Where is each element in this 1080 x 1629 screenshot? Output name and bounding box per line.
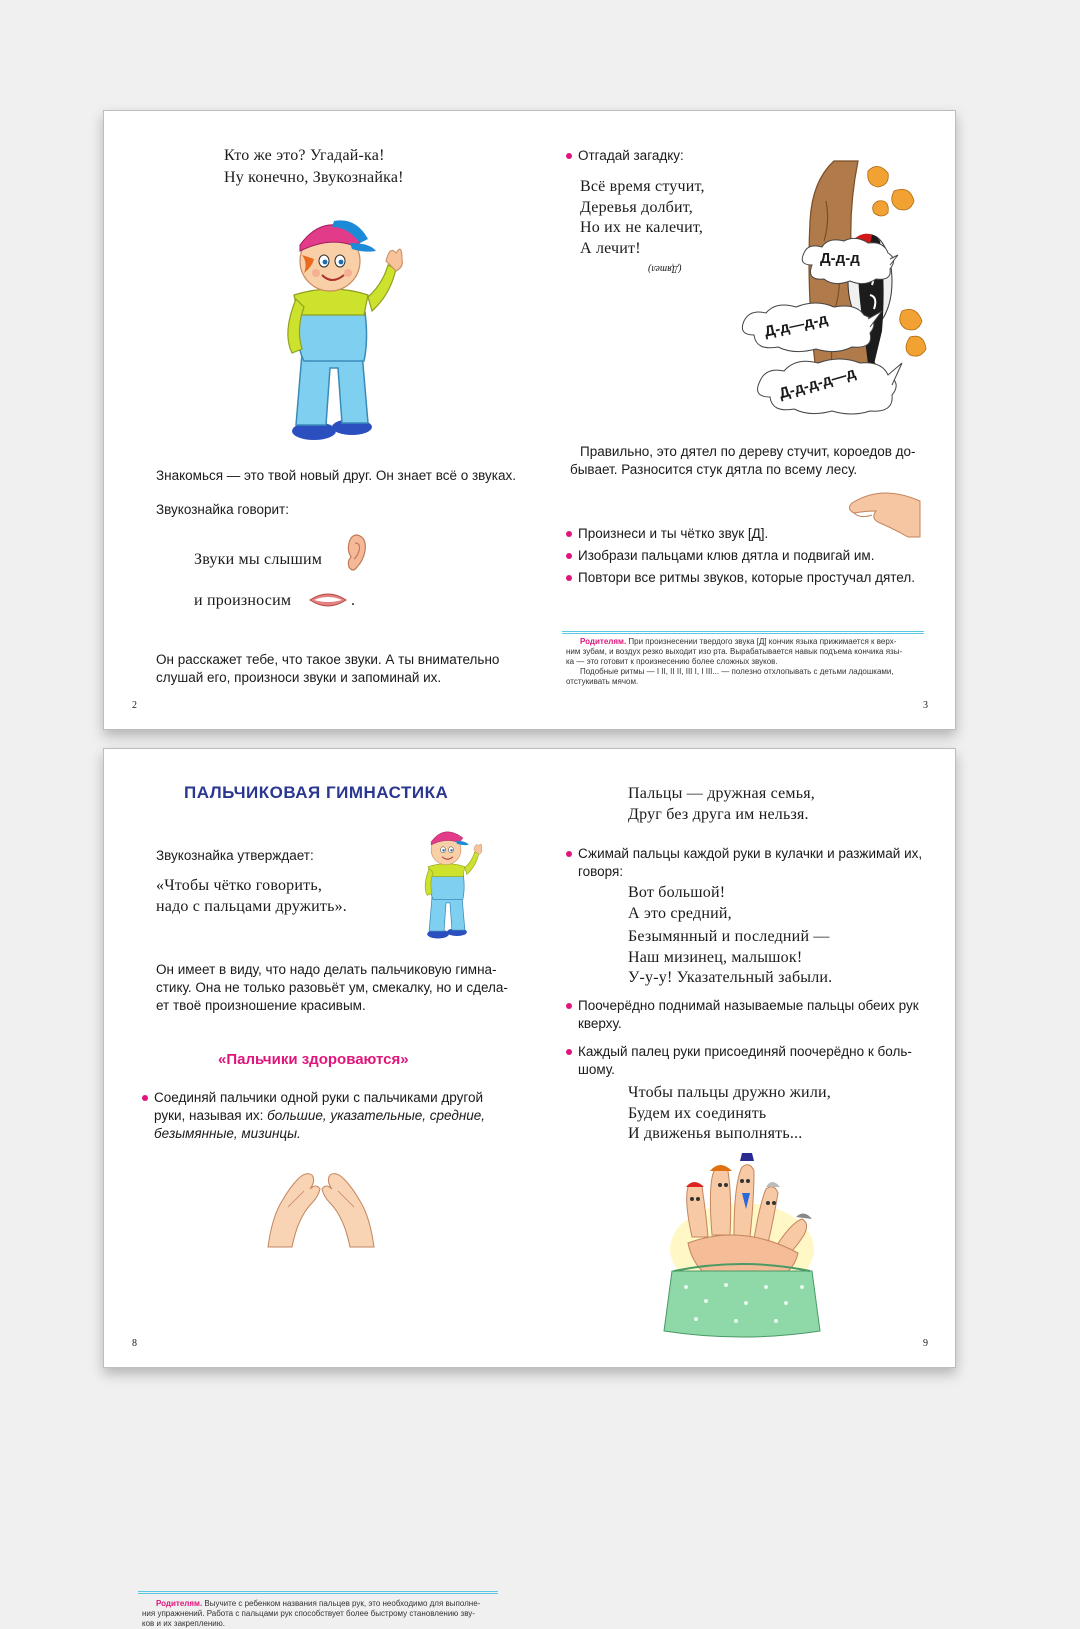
page-number: 3 bbox=[923, 700, 928, 711]
riddle-line: Но их не калечит, bbox=[580, 219, 704, 236]
bubble-text: Д-д-д bbox=[820, 250, 860, 267]
spread-pages-2-3 bbox=[103, 110, 956, 730]
note-line: Выучите с ребенком названия пальцев рук, это необходимо для выполне- bbox=[204, 1599, 481, 1608]
page-2 bbox=[104, 111, 530, 729]
quote-line: надо с пальцами дружить». bbox=[156, 898, 347, 915]
instruction-bullet: Изобрази пальцами клюв дятла и подвигай им. bbox=[566, 547, 874, 565]
say-text: и произносим bbox=[194, 592, 292, 609]
claims-label: Звукознайка утверждает: bbox=[156, 848, 314, 863]
exercise-title: «Пальчики здороваются» bbox=[218, 1051, 409, 1068]
instruction-bullet: Произнеси и ты чётко звук [Д]. bbox=[566, 525, 768, 543]
meaning-line: Он имеет в виду, что надо делать пальчиковую гимна- bbox=[156, 962, 497, 977]
bullet-line: кверху. bbox=[578, 1016, 622, 1031]
hand-beak-illustration bbox=[846, 489, 920, 539]
bubble-text: Д-д—д-д bbox=[762, 310, 830, 341]
instruction-bullet bbox=[566, 997, 919, 1033]
tell-text bbox=[156, 651, 499, 687]
zvukoznaika-boy-small-illustration bbox=[408, 821, 488, 941]
poem-line: А это средний, bbox=[628, 904, 732, 922]
bullet-line: Каждый палец руки присоединяй поочерёдно к боль- bbox=[578, 1044, 912, 1059]
answer-line: бывает. Разносится стук дятла по всему лесу. bbox=[570, 462, 858, 477]
exercise-line-start: руки, называя их: bbox=[154, 1108, 268, 1123]
exercise-line: Соединяй пальчики одной руки с пальчиками другой bbox=[154, 1090, 484, 1105]
page-number: 2 bbox=[132, 700, 137, 711]
exercise-line bbox=[154, 1107, 512, 1125]
poem-line: Друг без друга им нельзя. bbox=[628, 806, 809, 823]
say-dot: . bbox=[351, 592, 356, 609]
instruction-bullet: Повтори все ритмы звуков, которые простучал дятел. bbox=[566, 569, 915, 587]
tell-line: слушай его, произноси звуки и запоминай их. bbox=[156, 670, 442, 685]
poem-middle bbox=[628, 883, 832, 989]
exercise-instruction bbox=[142, 1089, 512, 1143]
instruction-bullet bbox=[566, 1043, 912, 1079]
note-line: отстукивать мячом. bbox=[566, 677, 639, 686]
page-number: 9 bbox=[923, 1338, 928, 1349]
finger-names: большие, указательные, средние, bbox=[267, 1108, 486, 1123]
page-number: 8 bbox=[132, 1338, 137, 1349]
riddle-poem bbox=[580, 177, 705, 259]
tell-line: Он расскажет тебе, что такое звуки. А ты внимательно bbox=[156, 652, 500, 667]
poem-line: Чтобы пальцы дружно жили, bbox=[628, 1084, 831, 1101]
note-divider bbox=[562, 631, 924, 634]
answer-line: Правильно, это дятел по дереву стучит, короедов до- bbox=[580, 444, 916, 459]
says-label: Звукознайка говорит: bbox=[156, 502, 289, 517]
meaning-line: стику. Она не только разовьёт ум, смекалку, но и сдела- bbox=[156, 980, 508, 995]
page-3 bbox=[530, 111, 956, 729]
parents-note bbox=[566, 637, 930, 687]
poem-line: У-у-у! Указательный забыли. bbox=[628, 969, 833, 986]
intro-line: Кто же это? Угадай-ка! bbox=[224, 147, 385, 164]
bullet-line: говоря: bbox=[578, 864, 624, 879]
hear-text: Звуки мы слышим bbox=[194, 551, 323, 568]
exercise-line: безымянные, мизинцы. bbox=[154, 1126, 301, 1141]
note-label: Родителям. bbox=[580, 637, 627, 646]
poem-line: Будем их соединять bbox=[628, 1104, 767, 1122]
bullet-line: шому. bbox=[578, 1062, 615, 1077]
meaning-text bbox=[156, 961, 508, 1015]
riddle-line: Всё время стучит, bbox=[580, 178, 705, 195]
bullet-line: Поочерёдно поднимай называемые пальцы обеих рук bbox=[578, 998, 919, 1013]
mouth-icon bbox=[308, 590, 348, 610]
note-line: Подобные ритмы — I II, II II, III I, I III... — полезно отхлопывать с детьми ладошками, bbox=[580, 667, 894, 676]
riddle-answer: (Дятел) bbox=[648, 263, 682, 274]
poem-top bbox=[628, 783, 815, 825]
note-line: ков и их закреплению. bbox=[142, 1619, 225, 1628]
answer-text bbox=[570, 443, 916, 479]
note-line: ка — это готовит к произнесению более сложных звуков. bbox=[566, 657, 778, 666]
quote bbox=[156, 875, 347, 917]
riddle-prompt: Отгадай загадку: bbox=[566, 147, 684, 165]
spread-pages-8-9 bbox=[103, 748, 956, 1628]
finger-family-illustration bbox=[662, 1153, 822, 1343]
note-divider bbox=[138, 1591, 498, 1594]
intro-line: Ну конечно, Звукознайка! bbox=[224, 169, 404, 186]
parents-note bbox=[142, 1599, 502, 1629]
touching-hands-illustration bbox=[268, 1167, 374, 1247]
quote-line: «Чтобы чётко говорить, bbox=[156, 877, 323, 894]
poem-line: Безымянный и последний — bbox=[628, 928, 830, 945]
ear-icon bbox=[345, 533, 367, 573]
poem-line: Пальцы — дружная семья, bbox=[628, 785, 815, 802]
poem-end bbox=[628, 1083, 831, 1145]
meet-text: Знакомься — это твой новый друг. Он знает всё о звуках. bbox=[156, 468, 517, 483]
poem-line: Наш мизинец, малышок! bbox=[628, 948, 803, 966]
poem-line: Вот большой! bbox=[628, 884, 726, 901]
meaning-line: ет твоё произношение красивым. bbox=[156, 998, 366, 1013]
page-9 bbox=[530, 749, 956, 1367]
poem-line: И движенья выполнять... bbox=[628, 1125, 803, 1142]
note-label: Родителям. bbox=[156, 1599, 203, 1608]
page-title: ПАЛЬЧИКОВАЯ ГИМНАСТИКА bbox=[184, 783, 449, 802]
bubble-text: Д-д-д-д—д bbox=[777, 364, 858, 403]
bullet-line: Сжимай пальцы каждой руки в кулачки и разжимай их, bbox=[578, 846, 923, 861]
zvukoznaika-boy-illustration bbox=[264, 203, 404, 445]
intro-poem bbox=[224, 145, 404, 189]
riddle-line: А лечит! bbox=[580, 239, 641, 257]
instruction-bullet bbox=[566, 845, 922, 881]
note-line: ния упражнений. Работа с пальцами рук способствует более быстрому становлению зву- bbox=[142, 1609, 475, 1618]
page-8 bbox=[104, 749, 530, 1628]
riddle-line: Деревья долбит, bbox=[580, 198, 693, 216]
note-line: При произнесении твердого звука [Д] кончик языка прижимается к верх- bbox=[628, 637, 897, 646]
note-line: ним зубам, и воздух резко выходит изо рта. Вырабатывается навык подъема кончика язы- bbox=[566, 647, 903, 656]
